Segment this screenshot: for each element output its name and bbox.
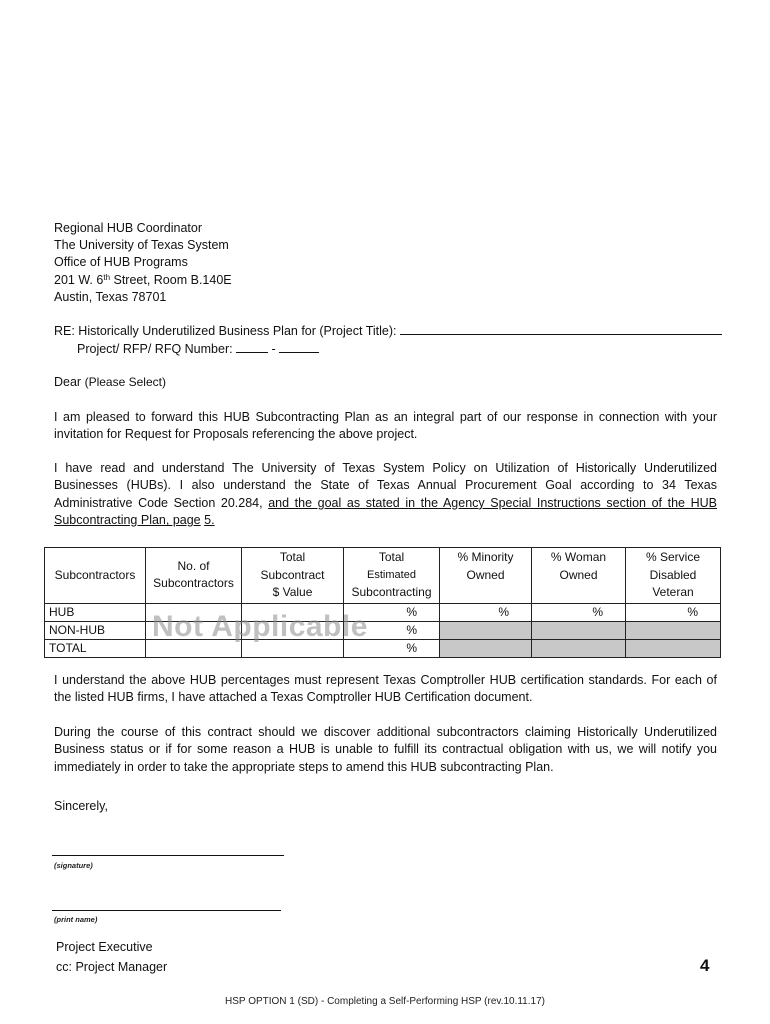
hub-veteran-pct[interactable]: %: [626, 603, 721, 621]
header-veteran-line1: % Service: [645, 550, 701, 564]
address-line-3: Office of HUB Programs: [54, 255, 188, 270]
nonhub-minority-disabled: [440, 621, 532, 639]
salutation: [54, 375, 166, 389]
salutation-select[interactable]: (Please Select): [84, 375, 166, 389]
total-minority-disabled: [440, 639, 532, 657]
goal-text: and the goal as stated in the Agency Special Instructions section of the HUB: [268, 495, 717, 510]
subcontracting-table: [44, 547, 721, 658]
paragraph-policy: [54, 460, 717, 530]
nonhub-count-cell[interactable]: [146, 621, 242, 639]
street-rest: Street, Room B.140E: [110, 272, 232, 287]
header-woman-line1: % Woman: [550, 550, 607, 564]
header-veteran-line3: Veteran: [652, 585, 694, 599]
signature-line[interactable]: [52, 855, 284, 856]
street-number: 201 W. 6: [54, 272, 104, 287]
total-estimated-pct[interactable]: %: [344, 639, 440, 657]
street-suffix: th: [103, 272, 111, 282]
header-value: [242, 548, 344, 604]
print-name-line[interactable]: [52, 910, 281, 911]
subject-line: [54, 322, 734, 358]
re-label: RE: Historically Underutilized Business Plan for (Project Title):: [54, 324, 400, 338]
header-number-line2: Subcontractors: [153, 576, 234, 591]
hub-count-cell[interactable]: [146, 603, 242, 621]
header-veteran-line2: Disabled: [649, 567, 697, 582]
rfp-number-label: Project/ RFP/ RFQ Number:: [77, 341, 237, 356]
header-woman-line2: Owned: [559, 567, 598, 582]
header-estimated-line1: Total: [378, 550, 405, 564]
row-label-nonhub: NON-HUB: [45, 621, 146, 639]
header-value-line3: $ Value: [272, 585, 313, 599]
header-number-line1: No. of: [177, 558, 210, 573]
paragraph-intro: I am pleased to forward this HUB Subcontracting Plan as an integral part of our response in connection with your invitation for Request for Proposals referencing the above project.: [54, 410, 717, 442]
header-value-line2: Subcontract: [260, 567, 325, 582]
nonhub-woman-disabled: [532, 621, 626, 639]
hub-woman-pct[interactable]: %: [532, 603, 626, 621]
project-title-field[interactable]: [400, 322, 722, 335]
rfp-number-field-2[interactable]: [279, 341, 319, 353]
header-estimated-line3: Subcontracting: [351, 585, 432, 599]
header-minority: [440, 548, 532, 604]
signature-caption: (signature): [54, 861, 93, 870]
hub-value-cell[interactable]: [242, 603, 344, 621]
page-ref: 5.: [204, 513, 215, 528]
plan-ref: Subcontracting Plan, page: [54, 513, 201, 528]
page-number: 4: [700, 956, 710, 975]
table-header-row: [45, 548, 721, 604]
header-estimated-line2: Estimated: [367, 568, 416, 581]
header-veteran: [626, 548, 721, 604]
header-minority-line1: % Minority: [457, 550, 514, 564]
total-woman-disabled: [532, 639, 626, 657]
total-value-cell[interactable]: [242, 639, 344, 657]
header-number: [146, 548, 242, 604]
header-woman: [532, 548, 626, 604]
closing-sincerely: Sincerely,: [54, 799, 108, 813]
table-row-total: [45, 639, 721, 657]
hub-minority-pct[interactable]: %: [440, 603, 532, 621]
header-minority-line2: Owned: [466, 567, 505, 582]
paragraph-certification: I understand the above HUB percentages must represent Texas Comptroller HUB certification standards. For each of the listed HUB firms, I have attached a Texas Comptroller HUB Certification document.: [54, 673, 717, 705]
policy-text: I have read and understand The University of Texas System Policy on Utilization of Historically Underutilized Businesses (HUBs). I also understand the State of Texas Annual Procurement Goal according to 34 Texas Administrative Code Section 20.284,: [54, 461, 717, 510]
closing-block: [56, 937, 167, 977]
cc-line: cc: Project Manager: [56, 960, 168, 974]
total-veteran-disabled: [626, 639, 721, 657]
address-line-5: Austin, Texas 78701: [54, 289, 167, 304]
header-subcontractors: Subcontractors: [45, 548, 146, 604]
nonhub-veteran-disabled: [626, 621, 721, 639]
address-line-2: The University of Texas System: [54, 238, 229, 253]
not-applicable-watermark: Not Applicable: [152, 610, 368, 643]
project-executive-title: Project Executive: [56, 940, 153, 954]
document-footer: HSP OPTION 1 (SD) - Completing a Self-Performing HSP (rev.10.11.17): [225, 996, 545, 1007]
address-line-4: [54, 272, 232, 289]
table-row-nonhub: [45, 621, 721, 639]
table-row-hub: [45, 603, 721, 621]
row-label-total: TOTAL: [45, 639, 146, 657]
total-count-cell[interactable]: [146, 639, 242, 657]
hub-estimated-pct[interactable]: %: [344, 603, 440, 621]
address-line-1: Regional HUB Coordinator: [54, 221, 202, 235]
dear-label: Dear: [54, 375, 85, 389]
header-value-line1: Total: [279, 550, 306, 564]
header-estimated: [344, 548, 440, 604]
print-name-caption: (print name): [54, 915, 98, 924]
rfp-number-field-1[interactable]: [236, 341, 268, 353]
rfp-number-dash: -: [268, 341, 280, 356]
row-label-hub: HUB: [45, 603, 146, 621]
recipient-address: [54, 220, 232, 306]
paragraph-notification: During the course of this contract should we discover additional subcontractors claiming Historically Underutilized Business status or if for some reason a HUB is unable to fulfill its contractual obligation with us, we will notify you immediately in order to take the appropriate steps to amend this HUB subcontracting Plan.: [54, 725, 717, 774]
nonhub-value-cell[interactable]: [242, 621, 344, 639]
nonhub-estimated-pct[interactable]: %: [344, 621, 440, 639]
